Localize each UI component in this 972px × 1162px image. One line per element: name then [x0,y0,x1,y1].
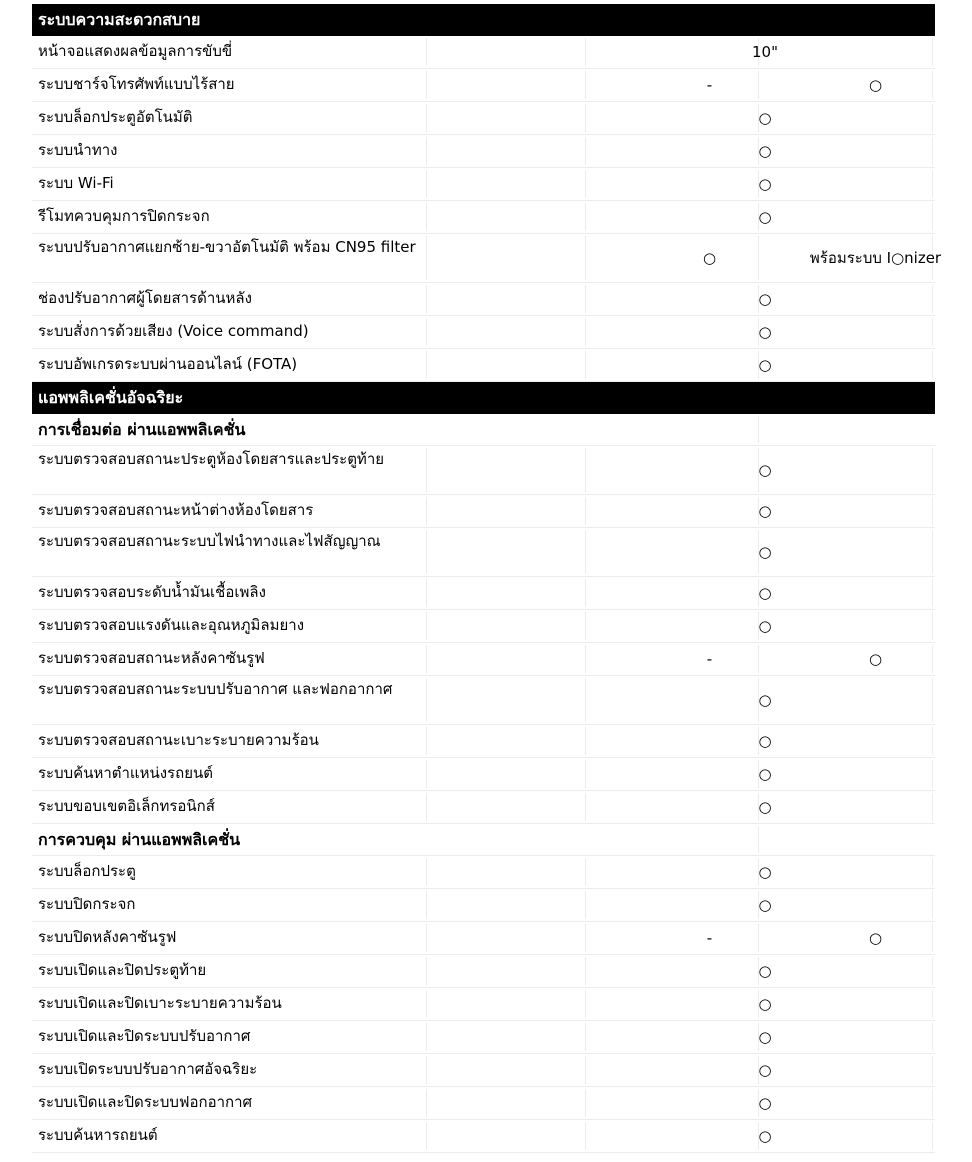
feature-label: ระบบปรับอากาศแยกซ้าย-ขวาอัตโนมัติ พร้อม CN95 filter [38,238,416,256]
table-row [32,283,935,316]
column-divider [426,203,427,231]
table-row [32,69,935,102]
column-divider [426,351,427,379]
column-divider [426,990,427,1018]
column-divider [426,448,427,492]
feature-value: ○ [758,543,772,561]
feature-label: ระบบอัพเกรดระบบผ่านออนไลน์ (FOTA) [38,355,298,373]
feature-label: ระบบปิดหลังคาซันรูฟ [38,928,177,946]
table-row [32,791,935,824]
spec-table [32,4,942,1153]
feature-label: ระบบตรวจสอบสถานะเบาะระบายความร้อน [38,731,319,749]
table-row [32,349,935,382]
feature-value: ○ [758,356,772,374]
column-divider [426,727,427,755]
feature-label: ระบบตรวจสอบสถานะหลังคาซันรูฟ [38,649,265,667]
feature-label: ระบบเปิดและปิดระบบปรับอากาศ [38,1027,251,1045]
table-row [32,446,935,495]
table-row [32,234,942,283]
feature-label: ระบบปิดกระจก [38,895,136,913]
column-divider [426,497,427,525]
column-divider [426,891,427,919]
feature-value-variant-2: ○ [868,929,883,947]
feature-value-variant-1: - [706,76,713,94]
feature-label: ระบบล็อกประตู [38,862,136,880]
column-divider [585,71,586,99]
table-row [32,36,935,69]
table-row [32,889,935,922]
feature-value: ○ [758,584,772,602]
feature-label: หน้าจอแสดงผลข้อมูลการขับขี่ [38,42,233,60]
column-divider [426,285,427,313]
feature-value: ○ [758,732,772,750]
feature-value: ○ [758,502,772,520]
feature-value: ○ [758,142,772,160]
feature-label: รีโมทควบคุมการปิดกระจก [38,207,210,225]
column-divider [426,760,427,788]
column-divider [426,645,427,673]
feature-value-variant-1: ○ [702,249,717,267]
table-row [32,1120,935,1153]
column-divider [426,612,427,640]
feature-value: ○ [758,863,772,881]
subsection-header [32,414,935,446]
column-divider [426,924,427,952]
column-divider [426,530,427,574]
feature-label: ระบบสั่งการด้วยเสียง (Voice command) [38,322,309,340]
feature-label: ระบบล็อกประตูอัตโนมัติ [38,108,193,126]
column-divider [426,104,427,132]
feature-label: ระบบชาร์จโทรศัพท์แบบไร้สาย [38,75,235,93]
column-divider [426,1122,427,1150]
table-row [32,758,935,791]
table-row [32,922,935,955]
feature-label: ระบบตรวจสอบระดับน้ำมันเชื้อเพลิง [38,583,266,601]
column-divider [426,1023,427,1051]
table-row [32,725,935,758]
feature-label: ระบบเปิดระบบปรับอากาศอัจฉริยะ [38,1060,258,1078]
column-divider [426,71,427,99]
section-header: ระบบความสะดวกสบาย [32,4,935,36]
feature-value: ○ [758,1061,772,1079]
column-divider [585,924,586,952]
column-divider [426,678,427,722]
feature-value: ○ [758,109,772,127]
table-row [32,316,935,349]
feature-label: ระบบตรวจสอบสถานะหน้าต่างห้องโดยสาร [38,501,314,519]
table-row [32,528,935,577]
subsection-title: การควบคุม ผ่านแอพพลิเคชั่น [38,830,241,849]
feature-label: ระบบค้นหาตำแหน่งรถยนต์ [38,764,213,782]
feature-label: ช่องปรับอากาศผู้โดยสารด้านหลัง [38,289,252,307]
feature-value: ○ [758,617,772,635]
feature-label: ระบบ Wi-Fi [38,174,114,192]
column-divider [426,236,427,280]
feature-value: ○ [758,1094,772,1112]
feature-label: ระบบเปิดและปิดเบาะระบายความร้อน [38,994,282,1012]
feature-label: ระบบตรวจสอบสถานะระบบปรับอากาศ และฟอกอากาศ [38,680,393,698]
feature-value: ○ [758,290,772,308]
feature-value: ○ [758,995,772,1013]
column-divider [426,318,427,346]
table-row [32,577,935,610]
feature-value: ○ [758,691,772,709]
column-divider [426,1056,427,1084]
column-divider [585,645,586,673]
table-row [32,135,935,168]
feature-value-variant-2: ○ [868,650,883,668]
feature-label: ระบบตรวจสอบสถานะประตูห้องโดยสารและประตูท้าย [38,450,385,468]
column-divider [426,579,427,607]
table-row [32,1087,935,1120]
table-row [32,988,935,1021]
feature-label: ระบบตรวจสอบแรงดันและอุณหภูมิลมยาง [38,616,305,634]
feature-value: 10" [752,43,778,61]
table-row [32,676,935,725]
feature-value: ○ [758,323,772,341]
feature-value: ○ [758,896,772,914]
feature-value: ○ [758,175,772,193]
feature-value-variant-1: - [706,929,713,947]
table-row [32,856,935,889]
table-row [32,102,935,135]
subsection-title: การเชื่อมต่อ ผ่านแอพพลิเคชั่น [38,420,246,439]
feature-label: ระบบเปิดและปิดระบบฟอกอากาศ [38,1093,253,1111]
table-row [32,1054,935,1087]
column-divider [758,826,759,853]
column-divider [426,858,427,886]
feature-value: ○ [758,1028,772,1046]
column-divider [585,236,586,280]
column-divider [758,416,759,443]
feature-value-variant-2: ○ [868,76,883,94]
section-header: แอพพลิเคชั่นอัจฉริยะ [32,382,935,414]
column-divider [426,38,427,66]
feature-value: ○ [758,798,772,816]
feature-value: ○ [758,208,772,226]
subsection-header [32,824,935,856]
column-divider [426,957,427,985]
feature-value-variant-2: พร้อมระบบ I○nizer [809,249,942,267]
feature-value: ○ [758,962,772,980]
table-row [32,610,935,643]
feature-label: ระบบตรวจสอบสถานะระบบไฟนำทางและไฟสัญญาณ [38,532,381,550]
table-row [32,495,935,528]
feature-value-variant-1: - [706,650,713,668]
table-row [32,643,935,676]
feature-value: ○ [758,461,772,479]
column-divider [426,1089,427,1117]
feature-label: ระบบค้นหารถยนต์ [38,1126,158,1144]
feature-value: ○ [758,765,772,783]
table-row [32,168,935,201]
column-divider [426,170,427,198]
table-row [32,1021,935,1054]
feature-label: ระบบขอบเขตอิเล็กทรอนิกส์ [38,797,215,815]
feature-value: ○ [758,1127,772,1145]
feature-label: ระบบนำทาง [38,141,118,159]
feature-label: ระบบเปิดและปิดประตูท้าย [38,961,207,979]
column-divider [426,137,427,165]
table-row [32,201,935,234]
table-row [32,955,935,988]
column-divider [426,793,427,821]
